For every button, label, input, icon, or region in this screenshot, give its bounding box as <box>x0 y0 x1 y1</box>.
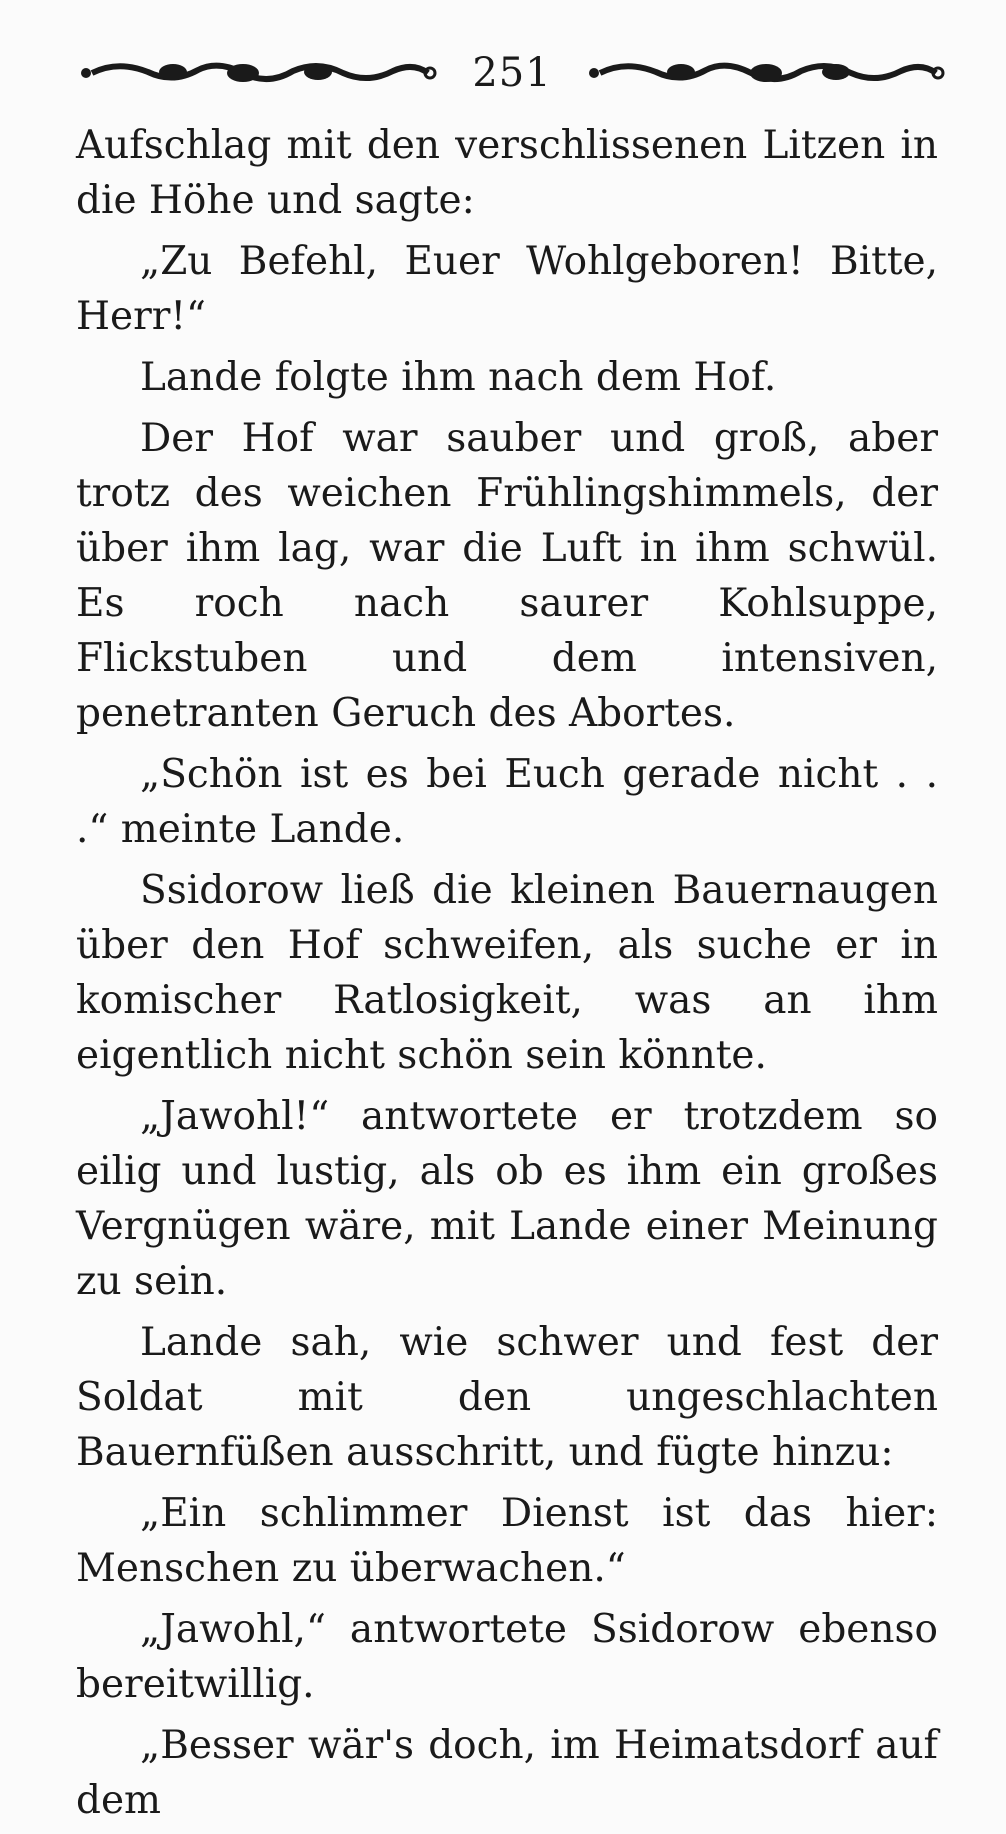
paragraph: Der Hof war sauber und groß, aber trotz des weichen Frühlingshimmels, der über ihm lag, war die Luft in ihm schwül. Es roch nach saurer Kohlsuppe, Flickstuben und dem intensiven, penetranten Geruch des Abortes. <box>76 416 938 736</box>
paragraph: „Jawohl!“ antwortete er trotzdem so eilig und lustig, als ob es ihm ein großes Vergnügen wäre, mit Lande einer Meinung zu sein. <box>76 1094 938 1304</box>
paragraph: „Jawohl,“ antwortete Ssidorow ebenso bereitwillig. <box>76 1607 938 1707</box>
ornament-left-icon <box>78 58 438 88</box>
paragraph: „Zu Befehl, Euer Wohlgeboren! Bitte, Herr!“ <box>76 239 938 339</box>
paragraph: „Besser wär's doch, im Heimatsdorf auf dem <box>76 1723 938 1823</box>
paragraph: Lande folgte ihm nach dem Hof. <box>140 355 777 400</box>
paragraph: „Ein schlimmer Dienst ist das hier: Menschen zu überwachen.“ <box>76 1491 938 1591</box>
paragraph: Aufschlag mit den verschlissenen Litzen in die Höhe und sagte: <box>76 123 938 223</box>
page-number: 251 <box>472 50 552 96</box>
paragraph: „Schön ist es bei Euch gerade nicht . . .“ meinte Lande. <box>76 752 938 852</box>
page-header <box>78 38 946 108</box>
paragraph: Lande sah, wie schwer und fest der Soldat mit den ungeschlachten Bauernfüßen ausschritt, und fügte hinzu: <box>76 1320 938 1475</box>
body-text <box>76 118 938 1834</box>
paragraph: Ssidorow ließ die kleinen Bauernaugen über den Hof schweifen, als suche er in komischer Ratlosigkeit, was an ihm eigentlich nicht schön sein könnte. <box>76 868 938 1078</box>
ornament-right-icon <box>586 58 946 88</box>
